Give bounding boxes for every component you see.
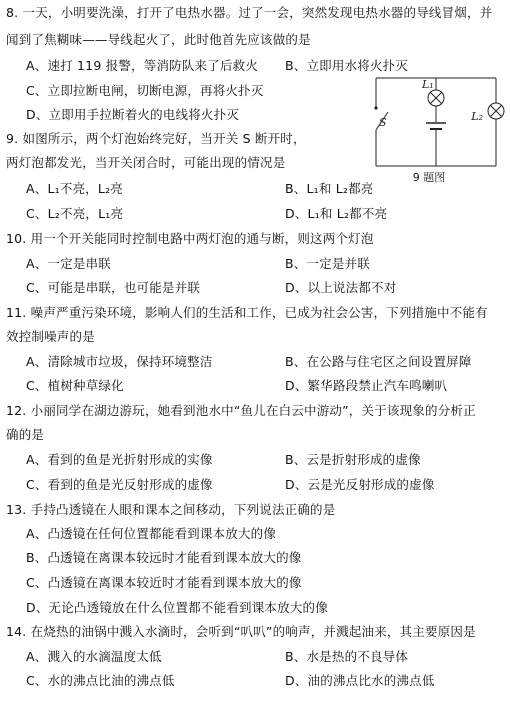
q14-option-b: B、水是热的不良导体 [285, 649, 409, 664]
q8-stem-line2: 闻到了焦糊味——导线起火了，此时他首先应该做的是 [6, 32, 311, 47]
q13-option-b: B、凸透镜在离课本较远时才能看到课本放大的像 [26, 550, 302, 565]
q14-stem: 14. 在烧热的油锅中溅入水滴时，会听到“叭叭”的响声，并溅起油来，其主要原因是 [6, 624, 476, 639]
q13-option-a: A、凸透镜在任何位置都能看到课本放大的像 [26, 526, 277, 541]
q10-option-c: C、可能是串联，也可能是并联 [26, 280, 201, 295]
q12-stem-line1: 12. 小丽同学在湖边游玩，她看到池水中“鱼儿在白云中游动”，关于该现象的分析正 [6, 403, 476, 418]
q12-option-b: B、云是折射形成的虚像 [285, 452, 421, 467]
q11-option-b: B、在公路与住宅区之间设置屏障 [285, 354, 472, 369]
q8-stem-line1: 8. 一天，小明要洗澡，打开了电热水器。过了一会，突然发现电热水器的导线冒烟，并 [6, 5, 493, 20]
q10-option-a: A、一定是串联 [26, 256, 111, 271]
q13-option-d: D、无论凸透镜放在什么位置都不能看到课本放大的像 [26, 600, 328, 615]
q13-option-c: C、凸透镜在离课本较近时才能看到课本放大的像 [26, 575, 302, 590]
q12-stem-line2: 确的是 [6, 427, 45, 442]
q14-option-c: C、水的沸点比油的沸点低 [26, 673, 175, 688]
q11-option-c: C、植树种草绿化 [26, 378, 124, 393]
q12-option-c: C、看到的鱼是光反射形成的虚像 [26, 477, 213, 492]
switch-contact [374, 106, 377, 109]
q8-option-b: B、立即用水将火扑灭 [285, 58, 409, 73]
q9-option-d: D、L₁和 L₂都不亮 [285, 206, 388, 221]
q10-stem: 10. 用一个开关能同时控制电路中两灯泡的通与断，则这两个灯泡 [6, 231, 374, 246]
q9-stem-line1: 9. 如图所示，两个灯泡始终完好，当开关 S 断开时， [6, 131, 306, 146]
q13-stem: 13. 手持凸透镜在人眼和课本之间移动，下列说法正确的是 [6, 502, 336, 517]
q9-option-a: A、L₁不亮，L₂亮 [26, 181, 124, 196]
figure-caption: 9 题图 [412, 171, 446, 184]
circuit-svg [366, 68, 506, 184]
q11-stem-line1: 11. 噪声严重污染环境，影响人们的生活和工作，已成为社会公害，下列措施中不能有 [6, 305, 488, 320]
q9-option-c: C、L₂不亮，L₁亮 [26, 206, 124, 221]
q8-option-a: A、速打 119 报警，等消防队来了后救火 [26, 58, 259, 73]
q11-option-d: D、繁华路段禁止汽车鸣喇叭 [285, 378, 448, 393]
q8-option-d: D、立即用手拉断着火的电线将火扑灭 [26, 107, 240, 122]
q14-option-a: A、溅入的水滴温度太低 [26, 649, 162, 664]
q10-option-b: B、一定是并联 [285, 256, 370, 271]
q11-stem-line2: 效控制噪声的是 [6, 329, 95, 344]
q12-option-a: A、看到的鱼是光折射形成的实像 [26, 452, 213, 467]
q11-option-a: A、清除城市垃圾，保持环境整洁 [26, 354, 213, 369]
q8-option-c: C、立即拉断电闸，切断电源，再将火扑灭 [26, 83, 264, 98]
q12-option-d: D、云是光反射形成的虚像 [285, 477, 435, 492]
label-s: S [379, 116, 387, 129]
label-l1: L₁ [422, 78, 434, 91]
label-l2: L₂ [471, 110, 483, 123]
q14-option-d: D、油的沸点比水的沸点低 [285, 673, 435, 688]
circuit-diagram [366, 68, 506, 184]
q10-option-d: D、以上说法都不对 [285, 280, 397, 295]
q9-stem-line2: 两灯泡都发光，当开关闭合时，可能出现的情况是 [6, 155, 286, 170]
q9-option-b: B、L₁和 L₂都亮 [285, 181, 374, 196]
